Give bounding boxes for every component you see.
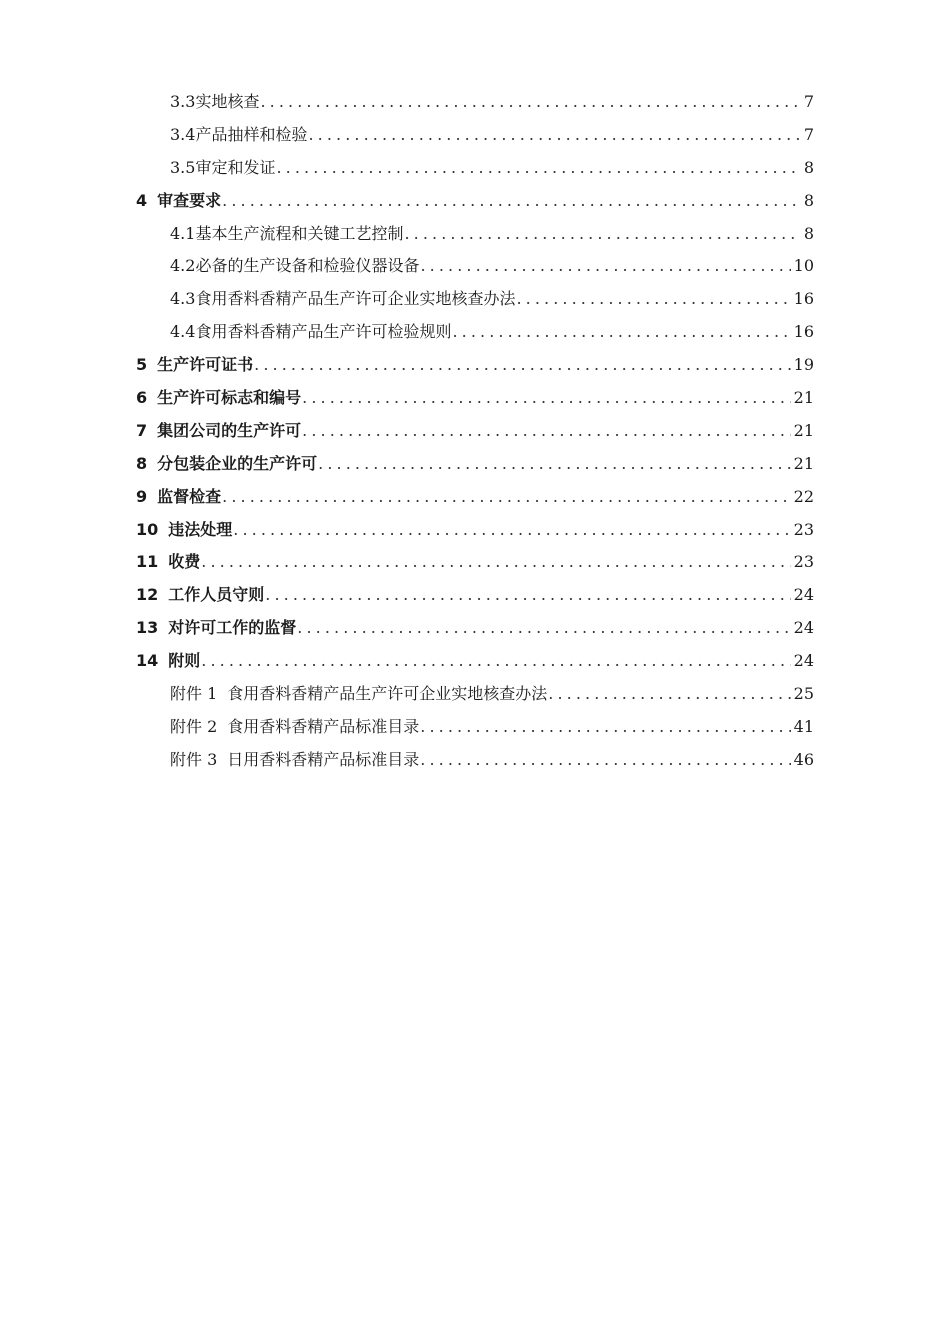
toc-entry-number: 4.1: [170, 223, 196, 243]
dot-leader: [201, 546, 790, 579]
toc-entry-title: 食用香料香精产品标准目录: [227, 716, 420, 736]
toc-entry-title: 生产许可证书: [157, 355, 254, 375]
toc-entry-page: 46: [793, 749, 814, 769]
table-of-contents: [136, 86, 814, 777]
toc-entry-number: 8: [136, 453, 148, 473]
dot-leader: [265, 579, 790, 612]
toc-entry-number: 14: [136, 651, 159, 671]
toc-entry[interactable]: [136, 448, 814, 481]
toc-entry-title: 食用香料香精产品生产许可检验规则: [195, 322, 452, 342]
toc-entry-number: 13: [136, 618, 159, 638]
toc-entry-number: 3.5: [170, 157, 196, 177]
toc-entry[interactable]: [136, 349, 814, 382]
toc-entry[interactable]: [136, 514, 814, 547]
dot-leader: [318, 448, 790, 481]
dot-leader: [201, 645, 790, 678]
toc-entry-title: 附则: [168, 651, 201, 671]
toc-entry-title: 食用香料香精产品生产许可企业实地核查办法: [195, 289, 516, 309]
dot-leader: [260, 86, 800, 119]
toc-entry-page: 24: [793, 651, 814, 671]
toc-entry-number: 11: [136, 552, 159, 572]
dot-leader: [297, 612, 790, 645]
toc-entry-title: 审定和发证: [195, 157, 276, 177]
toc-entry[interactable]: [136, 382, 814, 415]
dot-leader: [452, 316, 790, 349]
toc-entry-title: 审查要求: [157, 190, 222, 210]
toc-entry[interactable]: [136, 546, 814, 579]
toc-entry-page: 19: [793, 355, 814, 375]
dot-leader: [302, 382, 790, 415]
toc-entry-page: 8: [803, 223, 814, 243]
toc-entry[interactable]: [136, 152, 814, 185]
toc-entry-title: 产品抽样和检验: [195, 124, 308, 144]
toc-entry[interactable]: [136, 250, 814, 283]
toc-entry-page: 16: [793, 289, 814, 309]
toc-entry-number: 附件 1: [170, 684, 218, 704]
toc-entry-number: 3.3: [170, 92, 196, 111]
toc-entry-page: 8: [803, 157, 814, 177]
toc-entry[interactable]: [136, 218, 814, 251]
toc-entry-number: 附件 2: [170, 716, 218, 736]
toc-entry-number: 3.4: [170, 124, 196, 144]
toc-entry[interactable]: [136, 185, 814, 218]
toc-entry-title: 食用香料香精产品生产许可企业实地核查办法: [227, 684, 548, 704]
toc-entry-page: 7: [803, 124, 814, 144]
toc-entry-title: 生产许可标志和编号: [157, 388, 302, 408]
toc-entry-number: 4.2: [170, 256, 196, 276]
toc-entry-page: 25: [793, 684, 814, 704]
toc-entry[interactable]: [136, 645, 814, 678]
toc-entry-page: 8: [803, 190, 814, 210]
toc-entry-number: 7: [136, 420, 148, 440]
dot-leader: [276, 152, 800, 185]
toc-entry-number: 4: [136, 190, 148, 210]
dot-leader: [254, 349, 790, 382]
toc-entry-page: 24: [793, 585, 814, 605]
toc-entry-page: 41: [793, 716, 814, 736]
toc-entry-title: 对许可工作的监督: [168, 618, 297, 638]
toc-entry-title: 日用香料香精产品标准目录: [227, 749, 420, 769]
toc-entry-page: 16: [793, 322, 814, 342]
toc-entry[interactable]: [136, 612, 814, 645]
dot-leader: [420, 250, 790, 283]
dot-leader: [233, 514, 790, 547]
toc-entry-page: 24: [793, 618, 814, 638]
toc-entry-number: 12: [136, 585, 159, 605]
toc-entry-number: 4.4: [170, 322, 196, 342]
toc-entry-number: 10: [136, 519, 159, 539]
toc-entry-page: 10: [793, 256, 814, 276]
toc-entry-title: 违法处理: [168, 519, 233, 539]
toc-entry[interactable]: [136, 579, 814, 612]
toc-entry-page: 23: [793, 552, 814, 572]
toc-entry-title: 实地核查: [195, 92, 260, 111]
toc-entry[interactable]: [136, 711, 814, 744]
toc-entry-page: 7: [803, 92, 814, 111]
dot-leader: [302, 415, 790, 448]
toc-entry-title: 必备的生产设备和检验仪器设备: [195, 256, 420, 276]
toc-entry[interactable]: [136, 119, 814, 152]
toc-entry-number: 9: [136, 486, 148, 506]
toc-entry-title: 分包装企业的生产许可: [157, 453, 318, 473]
toc-entry-page: 22: [793, 486, 814, 506]
toc-entry[interactable]: [136, 316, 814, 349]
dot-leader: [404, 218, 800, 251]
toc-entry[interactable]: [136, 86, 814, 119]
toc-entry-title: 集团公司的生产许可: [157, 420, 302, 440]
toc-entry-page: 21: [793, 388, 814, 408]
dot-leader: [420, 744, 790, 777]
toc-entry-page: 21: [793, 420, 814, 440]
dot-leader: [516, 283, 790, 316]
dot-leader: [548, 678, 790, 711]
toc-entry[interactable]: [136, 415, 814, 448]
toc-entry-number: 6: [136, 388, 148, 408]
toc-entry-number: 5: [136, 355, 148, 375]
dot-leader: [222, 481, 790, 514]
toc-entry-title: 收费: [168, 552, 201, 572]
toc-entry[interactable]: [136, 744, 814, 777]
toc-entry[interactable]: [136, 481, 814, 514]
toc-entry-page: 23: [793, 519, 814, 539]
dot-leader: [420, 711, 790, 744]
dot-leader: [308, 119, 800, 152]
toc-entry[interactable]: [136, 283, 814, 316]
toc-entry-title: 监督检查: [157, 486, 222, 506]
toc-entry-title: 工作人员守则: [168, 585, 265, 605]
dot-leader: [222, 185, 801, 218]
toc-entry-number: 4.3: [170, 289, 196, 309]
toc-entry-number: 附件 3: [170, 749, 218, 769]
toc-entry[interactable]: [136, 678, 814, 711]
toc-entry-page: 21: [793, 453, 814, 473]
toc-entry-title: 基本生产流程和关键工艺控制: [195, 223, 404, 243]
